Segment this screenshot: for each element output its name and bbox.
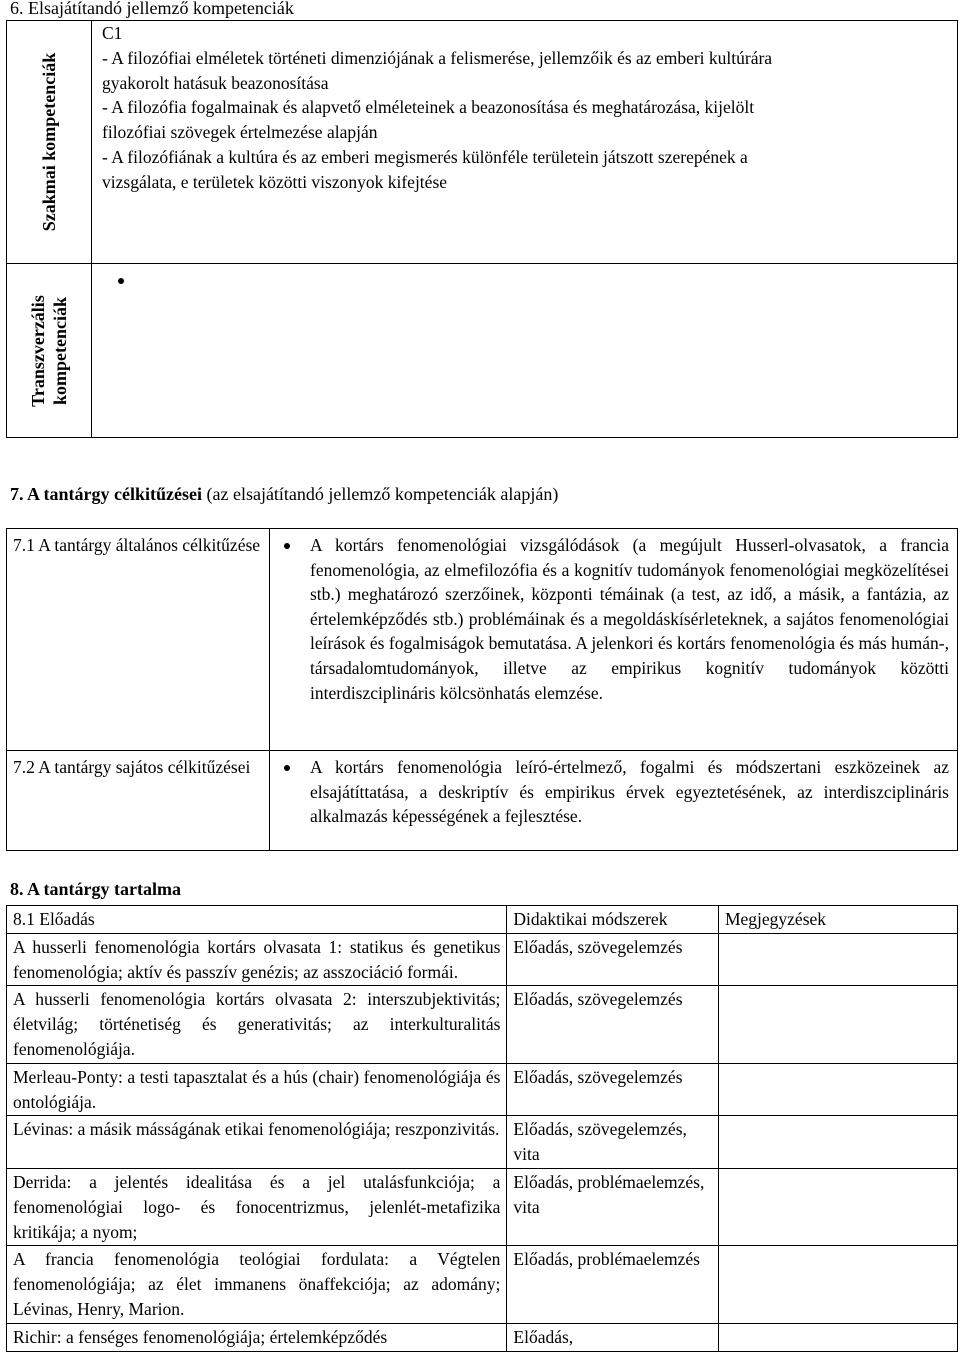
topic-cell: A francia fenomenológia teológiai fordulata: a Végtelen fenomenológiája; az élet immanens önaffekciója; az adomány; Lévinas, Henry, Marion.	[7, 1246, 507, 1323]
header-notes: Megjegyzések	[718, 906, 957, 934]
objectives-table	[6, 528, 958, 851]
transversal-competencies-label	[27, 295, 71, 407]
method-cell: Előadás, problémaelemzés, vita	[507, 1168, 719, 1245]
general-objective-row	[7, 529, 958, 751]
header-lecture: 8.1 Előadás	[7, 906, 507, 934]
transversal-label-line-2: kompetenciák	[50, 296, 70, 405]
section-7-title-rest: (az elsajátítandó jellemző kompetenciák alapján)	[201, 484, 559, 504]
topic-cell: Lévinas: a másik másságának etikai fenomenológiája; reszponzivitás.	[7, 1116, 507, 1169]
bullet-icon	[284, 765, 290, 771]
transversal-label-line-1: Transzverzális	[28, 294, 48, 407]
competency-text	[92, 21, 957, 195]
table-row	[7, 1323, 958, 1351]
competency-line: - A filozófiai elméletek történeti dimenziójának a felismerése, jellemzőik és az emberi kultúrára	[102, 47, 773, 68]
note-cell	[718, 1323, 957, 1351]
note-cell	[718, 933, 957, 986]
note-cell	[718, 1116, 957, 1169]
table-row	[7, 986, 958, 1063]
general-objective-cell	[270, 529, 958, 751]
professional-competencies-row	[7, 21, 958, 264]
section-7-title-bold: 7. A tantárgy célkitűzései	[10, 484, 202, 504]
competency-line: filozófiai szövegek értelmezése alapján	[102, 122, 378, 143]
method-cell: Előadás, problémaelemzés	[507, 1246, 719, 1323]
table-row	[7, 933, 958, 986]
topic-cell: A husserli fenomenológia kortárs olvasata 1: statikus és genetikus fenomenológia; aktív és passzív genézis; az asszociáció formái.	[7, 933, 507, 986]
topic-cell: Merleau-Ponty: a testi tapasztalat és a hús (chair) fenomenológiája és ontológiája.	[7, 1063, 507, 1116]
method-cell: Előadás, szövegelemzés	[507, 986, 719, 1063]
bullet-icon	[118, 278, 124, 284]
topic-cell: Derrida: a jelentés idealitása és a jel utalásfunkciója; a fenomenológiai logo- és fonocentrizmus, jelenlét-metafizika kritikája; a nyom;	[7, 1168, 507, 1245]
transversal-label-cell	[7, 264, 92, 438]
table-row	[7, 1116, 958, 1169]
general-objective-label: 7.1 A tantárgy általános célkitűzése	[7, 529, 270, 751]
method-cell: Előadás, szövegelemzés	[507, 1063, 719, 1116]
method-cell: Előadás,	[507, 1323, 719, 1351]
competencies-table	[6, 20, 958, 438]
table-row	[7, 1246, 958, 1323]
competency-line: - A filozófiának a kultúra és az emberi megismerés különféle területein játszott szerepének a	[102, 146, 748, 167]
section-6-title: 6. Elsajátítandó jellemző kompetenciák	[10, 0, 294, 18]
specific-objective-label: 7.2 A tantárgy sajátos célkitűzései	[7, 751, 270, 851]
transversal-competencies-row	[7, 264, 958, 438]
specific-objective-text: A kortárs fenomenológia leíró-értelmező, fogalmi és módszertani eszközeinek az elsajátíttatása, a deskriptív és empirikus érvek egyeztetésének, az interdiszciplináris alkalmazás képességének a fejlesztése.	[310, 757, 949, 827]
section-8-title: 8. A tantárgy tartalma	[10, 879, 181, 899]
note-cell	[718, 1168, 957, 1245]
note-cell	[718, 986, 957, 1063]
content-table-header	[7, 906, 958, 934]
professional-competencies-label: Szakmai kompetenciák	[39, 52, 59, 232]
note-cell	[718, 1063, 957, 1116]
general-objective-text: A kortárs fenomenológiai vizsgálódások (a megújult Husserl-olvasatok, a francia fenomenológia, az elmefilozófia és a kognitív tudományok fenomenológiai megközelítései stb.) meghatározó szerzőinek, központi témáinak (a test, az idő, a másik, a fantázia, az értelemképződés stb.) problémáinak és a megoldáskísérleteknek, a sajátos fenomenológiai leírások és fogalmiságok bemutatása. A jelenkori és kortárs fenomenológia és más humán-, társadalomtudományok, illetve az empirikus kognitív tudományok közötti interdiszciplináris kölcsönhatás elemzése.	[310, 535, 949, 703]
competency-line: - A filozófia fogalmainak és alapvető elméleteinek a beazonosítása és meghatározása, kijelölt	[102, 97, 755, 118]
bullet-icon	[284, 543, 290, 549]
method-cell: Előadás, szövegelemzés, vita	[507, 1116, 719, 1169]
professional-label-cell	[7, 21, 92, 264]
table-row	[7, 1063, 958, 1116]
competency-line: gyakorolt hatásuk beazonosítása	[102, 72, 329, 93]
course-content-table	[6, 905, 958, 1352]
specific-objective-row	[7, 751, 958, 851]
professional-competencies-cell	[92, 21, 958, 264]
transversal-competencies-cell	[92, 264, 958, 438]
table-row	[7, 1168, 958, 1245]
specific-objective-cell	[270, 751, 958, 851]
competency-line: vizsgálata, e területek közötti viszonyok kifejtése	[102, 171, 448, 192]
section-7-title	[10, 484, 558, 505]
competency-code: C1	[102, 23, 123, 43]
topic-cell: A husserli fenomenológia kortárs olvasata 2: interszubjektivitás; életvilág; történetiség és generativitás; az interkulturalitás fenomenológiája.	[7, 986, 507, 1063]
method-cell: Előadás, szövegelemzés	[507, 933, 719, 986]
note-cell	[718, 1246, 957, 1323]
topic-cell: Richir: a fenséges fenomenológiája; értelemképződés	[7, 1323, 507, 1351]
header-methods: Didaktikai módszerek	[507, 906, 719, 934]
